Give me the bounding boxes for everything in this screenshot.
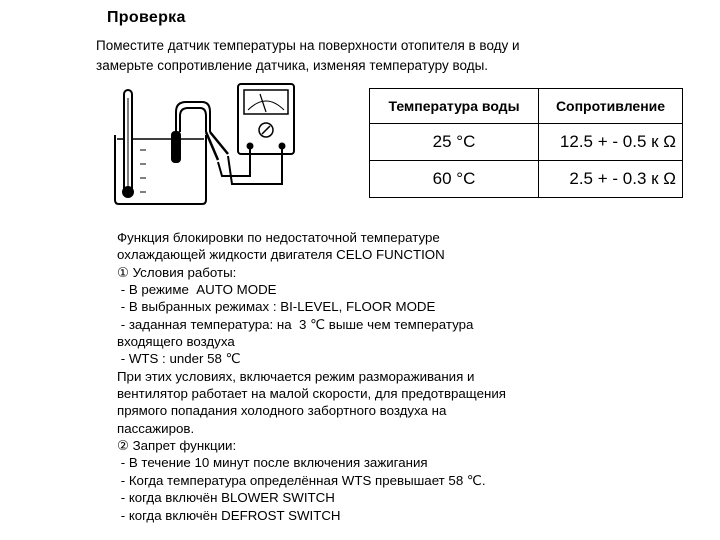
table-row [370, 124, 683, 161]
text-line: - когда включён BLOWER SWITCH [117, 490, 335, 506]
resistance-table [369, 88, 683, 198]
text-line: - В выбранных режимах : BI-LEVEL, FLOOR MODE [117, 299, 436, 315]
text-line: - заданная температура: на 3 ℃ выше чем температура [117, 316, 474, 332]
text-line: - В режиме AUTO MODE [117, 282, 277, 298]
temperature-cell: 60 °C [370, 161, 539, 198]
resistance-cell: 12.5 + - 0.5 к Ω [539, 124, 683, 161]
text-line: ② Запрет функции: [117, 438, 237, 454]
text-line: прямого попадания холодного забортного воздуха на [117, 403, 447, 419]
text-line: - WTS : under 58 ℃ [117, 351, 241, 367]
text-line: - В течение 10 минут после включения зажигания [117, 455, 428, 471]
thermometer-bulb [123, 187, 133, 197]
resistance-cell: 2.5 + - 0.3 к Ω [539, 161, 683, 198]
text-line: входящего воздуха [117, 334, 235, 350]
text-line: - когда включён DEFROST SWITCH [117, 507, 341, 523]
sensor-wire [176, 102, 210, 132]
text-line: вентилятор работает на малой скорости, для предотвращения [117, 386, 506, 402]
text-line: ① Условия работы: [117, 264, 237, 280]
sensor-probe [172, 132, 180, 162]
text-line: - Когда температура определённая WTS превышает 58 ℃. [117, 472, 486, 488]
page-title: Проверка [107, 9, 186, 26]
measurement-diagram-illustration [110, 80, 310, 210]
table-row [370, 161, 683, 198]
text-line: Функция блокировки по недостаточной температуре [117, 230, 440, 245]
celo-function-description [117, 229, 587, 524]
intro-line: Поместите датчик температуры на поверхности отопителя в воду и [96, 38, 520, 53]
temperature-cell: 25 °C [370, 124, 539, 161]
column-header-resistance: Сопротивление [539, 89, 683, 124]
column-header-water-temperature: Температура воды [370, 89, 539, 124]
intro-text [96, 36, 636, 76]
text-line: охлаждающей жидкости двигателя CELO FUNCTION [117, 247, 445, 263]
text-line: пассажиров. [117, 420, 195, 436]
intro-line: замерьте сопротивление датчика, изменяя температуру воды. [96, 58, 489, 73]
table-header-row [370, 89, 683, 124]
text-line: При этих условиях, включается режим размораживания и [117, 368, 475, 384]
